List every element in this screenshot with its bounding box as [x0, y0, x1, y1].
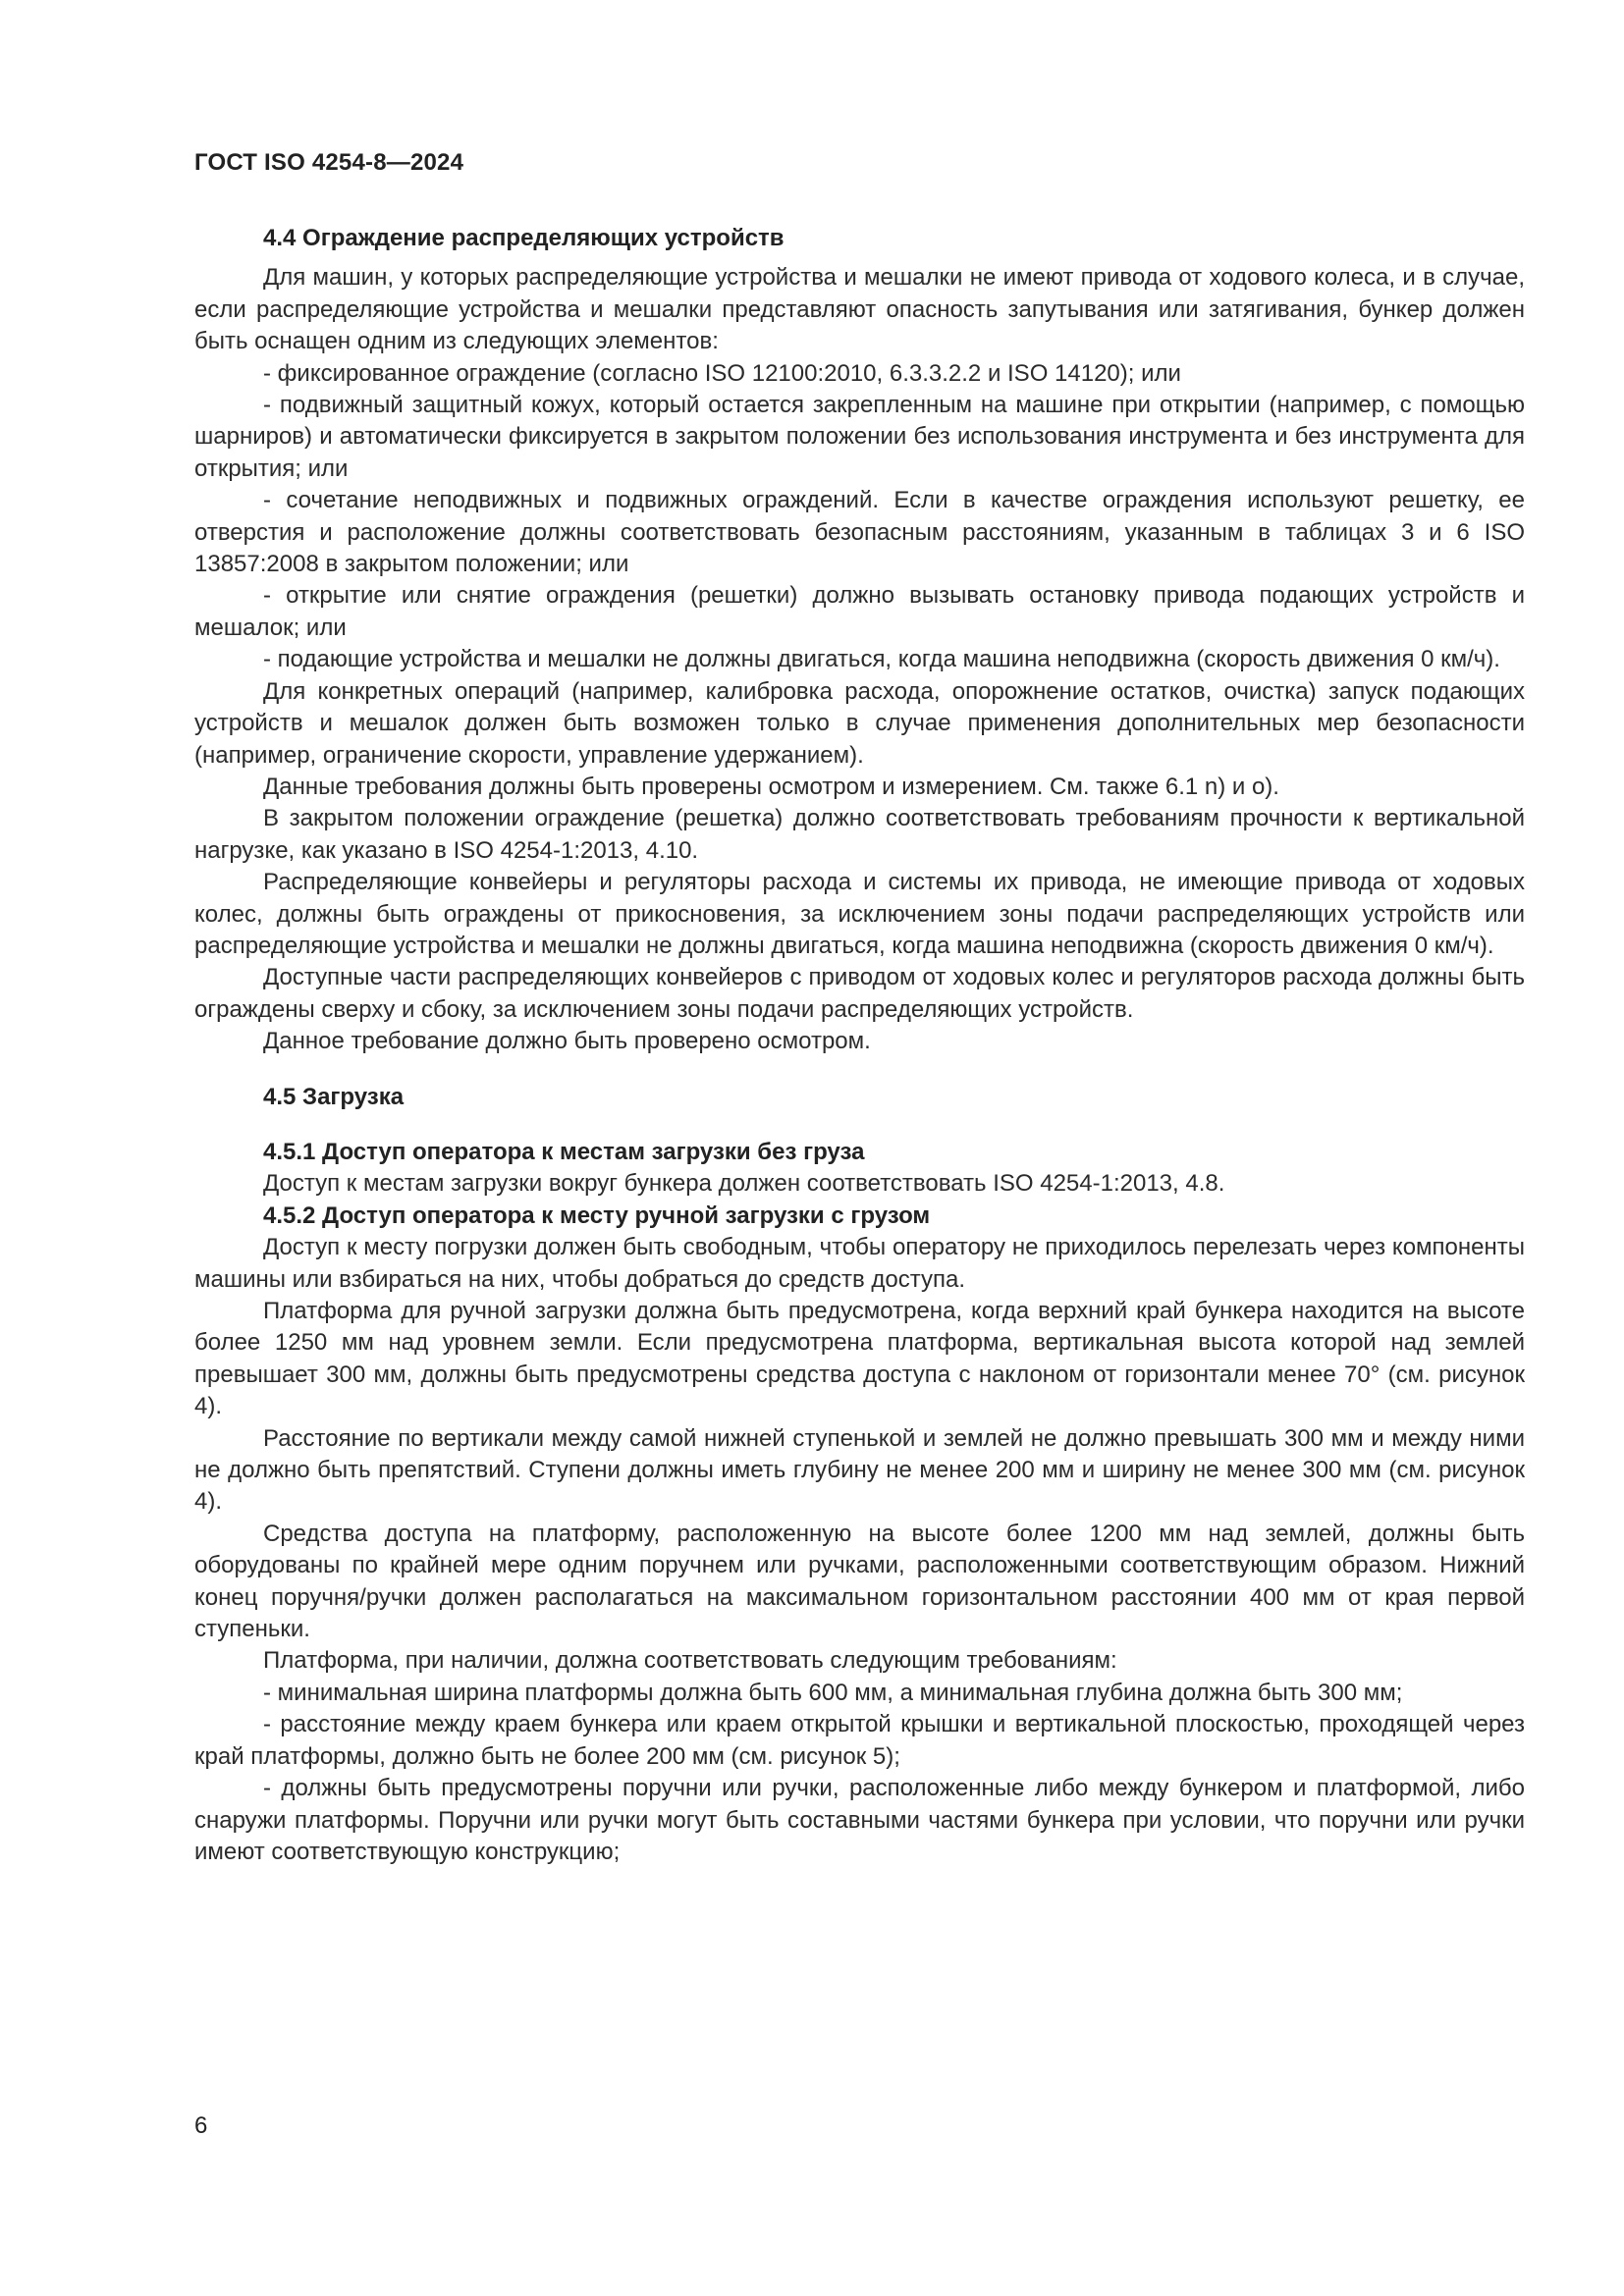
paragraph: Доступные части распределяющих конвейеров с приводом от ходовых колес и регуляторов расхода должны быть ограждены сверху и сбоку, за исключением зоны подачи распределяющих устройств. [194, 964, 1525, 1023]
paragraph: Средства доступа на платформу, расположенную на высоте более 1200 мм над землей, должны быть оборудованы по крайней мере одним поручнем или ручками, расположенными соответствующим образом. Нижний конец поручня/ручки должен располагаться на максимальном горизонтальном расстоянии 400 мм от края первой ступеньки. [194, 1520, 1525, 1643]
list-item: - фиксированное ограждение (согласно ISO 12100:2010, 6.3.3.2.2 и ISO 14120); или [263, 359, 1181, 387]
paragraph: Распределяющие конвейеры и регуляторы расхода и системы их привода, не имеющие привода от ходовых колес, должны быть ограждены от прикосновения, за исключением зоны подачи распределяющих устройств или распределяющие устройства и мешалки не должны двигаться, когда машина неподвижна (скорость движения 0 км/ч). [194, 869, 1525, 959]
section-heading-4-5-2: 4.5.2 Доступ оператора к месту ручной загрузки с грузом [263, 1201, 931, 1229]
section-heading-4-5-1: 4.5.1 Доступ оператора к местам загрузки без груза [263, 1138, 865, 1165]
list-item: - открытие или снятие ограждения (решетки) должно вызывать остановку привода подающих устройств и мешалок; или [194, 582, 1525, 641]
paragraph: Для машин, у которых распределяющие устройства и мешалки не имеют привода от ходового колеса, и в случае, если распределяющие устройства и мешалки представляют опасность запутывания или затягивания, бункер должен быть оснащен одним из следующих элементов: [194, 264, 1525, 355]
list-item: - подающие устройства и мешалки не должны двигаться, когда машина неподвижна (скорость движения 0 км/ч). [263, 646, 1500, 673]
list-item: - расстояние между краем бункера или краем открытой крышки и вертикальной плоскостью, проходящей через край платформы, должно быть не более 200 мм (см. рисунок 5); [194, 1711, 1525, 1770]
list-item: - должны быть предусмотрены поручни или ручки, расположенные либо между бункером и платформой, либо снаружи платформы. Поручни или ручки могут быть составными частями бункера при условии, что поручни или ручки имеют соответствующую конструкцию; [194, 1775, 1525, 1865]
paragraph: Доступ к местам загрузки вокруг бункера должен соответствовать ISO 4254-1:2013, 4.8. [263, 1170, 1225, 1198]
paragraph: Доступ к месту погрузки должен быть свободным, чтобы оператору не приходилось перелезать через компоненты машины или взбираться на них, чтобы добраться до средств доступа. [194, 1234, 1525, 1293]
list-item: - подвижный защитный кожух, который остается закрепленным на машине при открытии (например, с помощью шарниров) и автоматически фиксируется в закрытом положении без использования инструмента и без инструмента для открытия; или [194, 392, 1525, 482]
paragraph: Расстояние по вертикали между самой нижней ступенькой и землей не должно превышать 300 мм и между ними не должно быть препятствий. Ступени должны иметь глубину не менее 200 мм и ширину не менее 300 мм (см. рисунок 4). [194, 1424, 1525, 1516]
document-code-header: ГОСТ ISO 4254-8—2024 [194, 149, 464, 176]
page-number: 6 [194, 2112, 208, 2139]
document-body [194, 223, 1525, 1868]
section-heading-4-4: 4.4 Ограждение распределяющих устройств [263, 225, 785, 251]
paragraph: Платформа, при наличии, должна соответствовать следующим требованиям: [263, 1647, 1117, 1675]
list-item: - минимальная ширина платформы должна быть 600 мм, а минимальная глубина должна быть 300 мм; [263, 1679, 1403, 1706]
section-heading-4-5: 4.5 Загрузка [263, 1083, 405, 1110]
paragraph: В закрытом положении ограждение (решетка) должно соответствовать требованиям прочности к вертикальной нагрузке, как указано в ISO 4254-1:2013, 4.10. [194, 805, 1525, 864]
paragraph: Для конкретных операций (например, калибровка расхода, опорожнение остатков, очистка) запуск подающих устройств и мешалок должен быть возможен только в случае применения дополнительных мер безопасности (например, ограничение скорости, управление удержанием). [194, 677, 1525, 769]
paragraph: Данное требование должно быть проверено осмотром. [263, 1028, 871, 1055]
paragraph: Данные требования должны быть проверены осмотром и измерением. См. также 6.1 n) и o). [263, 773, 1279, 800]
paragraph: Платформа для ручной загрузки должна быть предусмотрена, когда верхний край бункера находится на высоте более 1250 мм над уровнем земли. Если предусмотрена платформа, вертикальная высота которой над землей превышает 300 мм, должны быть предусмотрены средства доступа с наклоном от горизонтали менее 70° (см. рисунок 4). [194, 1298, 1525, 1420]
list-item: - сочетание неподвижных и подвижных ограждений. Если в качестве ограждения используют решетку, ее отверстия и расположение должны соответствовать безопасным расстояниям, указанным в таблицах 3 и 6 ISO 13857:2008 в закрытом положении; или [194, 487, 1525, 578]
